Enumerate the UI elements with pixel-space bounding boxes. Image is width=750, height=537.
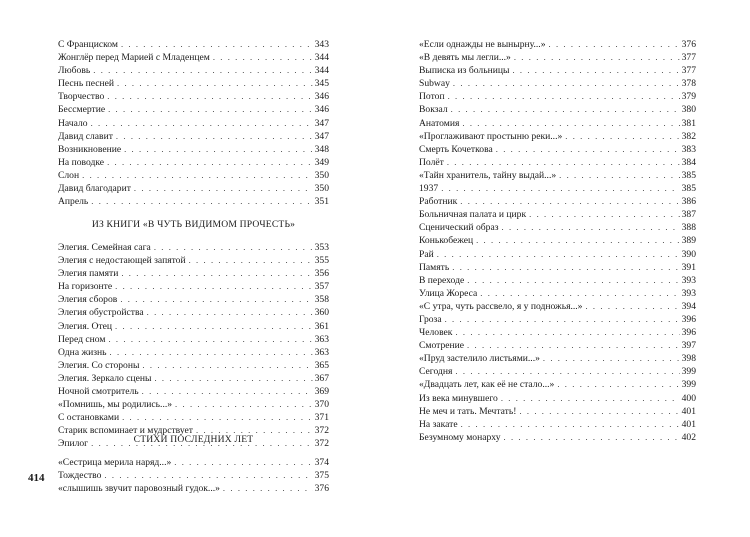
toc-entry-page: 377	[681, 52, 696, 64]
dot-leader	[122, 411, 313, 424]
toc-entry-page: 401	[681, 405, 696, 417]
toc-entry	[419, 169, 696, 182]
toc-entry-page: 376	[681, 39, 696, 50]
toc-entry-page: 351	[314, 196, 329, 208]
dot-leader	[120, 293, 312, 306]
toc-entry-title: Возникновение	[58, 143, 122, 155]
toc-entry-title: Старик вспоминает и мудрствует	[58, 425, 194, 437]
toc-entry	[419, 143, 696, 156]
toc-entry-page: 385	[681, 183, 696, 195]
toc-entry-page: 344	[314, 65, 329, 77]
toc-entry-page: 399	[681, 366, 696, 378]
dot-leader	[501, 392, 680, 405]
dot-leader	[455, 365, 679, 378]
toc-entry-page: 400	[681, 392, 696, 404]
dot-leader	[462, 117, 679, 130]
toc-entry-title: Творчество	[58, 91, 105, 103]
toc-left-section-2	[58, 218, 329, 451]
dot-leader	[104, 469, 312, 482]
dot-leader	[124, 143, 313, 156]
toc-entry	[419, 64, 696, 77]
dot-leader	[445, 313, 680, 326]
right-page	[375, 0, 750, 537]
toc-right-list	[419, 38, 696, 444]
toc-entry-title: На закате	[419, 418, 458, 430]
dot-leader	[451, 103, 680, 116]
dot-leader	[455, 326, 679, 339]
toc-entry-title: На поводке	[58, 156, 105, 168]
dot-leader	[514, 51, 680, 64]
toc-entry-title: Ночной смотритель	[58, 386, 139, 398]
toc-entry	[419, 117, 696, 130]
toc-entry-page: 402	[681, 431, 696, 443]
dot-leader	[91, 117, 313, 130]
toc-entry	[58, 103, 329, 116]
toc-entry-page: 380	[681, 104, 696, 116]
dot-leader	[142, 385, 313, 398]
toc-entry-page: 393	[681, 287, 696, 299]
dot-leader	[223, 482, 313, 495]
toc-entry-title: Начало	[58, 117, 88, 129]
toc-entry-page: 376	[314, 483, 329, 495]
toc-entry-title: «Помнишь, мы родились...»	[58, 399, 173, 411]
toc-entry-title: Сегодня	[419, 366, 453, 378]
toc-entry-title: Давид славит	[58, 130, 113, 142]
toc-entry-title: Элегия. Со стороны	[58, 359, 140, 371]
toc-entry-page: 348	[314, 143, 329, 155]
toc-entry-page: 365	[314, 359, 329, 371]
toc-entry-page: 367	[314, 372, 329, 384]
toc-entry-page: 389	[681, 235, 696, 247]
toc-entry-page: 345	[314, 78, 329, 90]
dot-leader	[134, 182, 313, 195]
toc-entry-page: 355	[314, 255, 329, 267]
toc-entry-page: 398	[681, 353, 696, 365]
toc-entry-title: С остановками	[58, 412, 120, 424]
toc-entry-title: Слон	[58, 169, 80, 181]
toc-entry-page: 363	[314, 333, 329, 345]
toc-entry	[58, 117, 329, 130]
toc-entry-page: 372	[314, 438, 329, 450]
toc-entry-title: Гроза	[419, 313, 442, 325]
toc-entry	[419, 38, 696, 51]
toc-entry	[58, 64, 329, 77]
dot-leader	[519, 405, 679, 418]
toc-entry	[419, 234, 696, 247]
toc-entry-page: 344	[314, 52, 329, 64]
toc-entry-title: Полёт	[419, 156, 444, 168]
toc-entry-page: 401	[681, 418, 696, 430]
toc-entry-page: 346	[314, 104, 329, 116]
toc-entry	[419, 300, 696, 313]
toc-entry	[58, 293, 329, 306]
toc-entry-title: Безумному монарху	[419, 431, 501, 443]
toc-entry-title: Анатомия	[419, 117, 460, 129]
toc-entry	[58, 195, 329, 208]
toc-entry	[419, 221, 696, 234]
dot-leader	[565, 130, 679, 143]
toc-entry-page: 349	[314, 156, 329, 168]
toc-entry-page: 356	[314, 268, 329, 280]
toc-entry-page: 360	[314, 307, 329, 319]
toc-entry-page: 397	[681, 340, 696, 352]
dot-leader	[121, 38, 313, 51]
toc-entry-page: 350	[314, 169, 329, 181]
dot-leader	[108, 103, 313, 116]
dot-leader	[504, 431, 680, 444]
dot-leader	[460, 195, 679, 208]
dot-leader	[107, 156, 313, 169]
toc-entry-title: «Пруд застелило листьями...»	[419, 353, 540, 365]
toc-entry	[419, 77, 696, 90]
toc-entry-page: 390	[681, 248, 696, 260]
toc-left-section-3	[58, 433, 329, 495]
toc-entry	[419, 431, 696, 444]
toc-left-group-3	[58, 456, 329, 495]
dot-leader	[543, 352, 680, 365]
dot-leader	[476, 234, 680, 247]
dot-leader	[447, 156, 680, 169]
toc-entry-title: Элегия обустройства	[58, 307, 144, 319]
dot-leader	[189, 254, 313, 267]
toc-entry	[419, 378, 696, 391]
page-number: 414	[28, 472, 45, 484]
toc-entry-page: 391	[681, 261, 696, 273]
toc-entry	[419, 51, 696, 64]
toc-entry-title: В переходе	[419, 274, 465, 286]
toc-entry-page: 353	[314, 242, 329, 253]
dot-leader	[213, 51, 313, 64]
dot-leader	[115, 320, 313, 333]
toc-entry-title: Давид благодарит	[58, 183, 131, 195]
toc-entry	[419, 248, 696, 261]
toc-left-group-1	[58, 38, 329, 208]
dot-leader	[91, 195, 312, 208]
dot-leader	[480, 287, 679, 300]
toc-entry-title: Бессмертие	[58, 104, 106, 116]
toc-entry-page: 393	[681, 274, 696, 286]
toc-entry-title: Больничная палата и цирк	[419, 209, 527, 221]
dot-leader	[107, 90, 312, 103]
toc-entry-title: Конькобежец	[419, 235, 474, 247]
toc-entry-title: Одна жизнь	[58, 346, 107, 358]
toc-entry-page: 383	[681, 143, 696, 155]
toc-entry-title: Рай	[419, 248, 434, 260]
dot-leader	[154, 241, 313, 254]
toc-entry	[58, 482, 329, 495]
dot-leader	[467, 274, 679, 287]
dot-leader	[175, 398, 313, 411]
toc-entry-page: 396	[681, 327, 696, 339]
toc-left-group-2	[58, 241, 329, 451]
toc-entry-title: Человек	[419, 327, 453, 339]
toc-entry-title: Выписка из больницы	[419, 65, 510, 77]
toc-entry-page: 357	[314, 281, 329, 293]
dot-leader	[448, 90, 680, 103]
toc-entry-title: 1937	[419, 183, 439, 195]
toc-entry-page: 388	[681, 222, 696, 234]
toc-entry-title: Subway	[419, 78, 450, 90]
toc-entry-title: Память	[419, 261, 450, 273]
toc-entry	[58, 169, 329, 182]
toc-entry	[419, 103, 696, 116]
dot-leader	[557, 378, 679, 391]
toc-entry	[419, 405, 696, 418]
dot-leader	[529, 208, 679, 221]
dot-leader	[441, 182, 679, 195]
dot-leader	[174, 456, 312, 469]
dot-leader	[108, 333, 312, 346]
toc-entry-page: 343	[314, 39, 329, 50]
toc-entry	[58, 456, 329, 469]
section-heading-book: ИЗ КНИГИ «В ЧУТЬ ВИДИМОМ ПРОЧЕСТЬ»	[91, 219, 296, 230]
toc-entry	[419, 195, 696, 208]
dot-leader	[115, 280, 312, 293]
dot-leader	[559, 169, 679, 182]
toc-entry-title: Тождество	[58, 470, 102, 482]
toc-entry	[58, 398, 329, 411]
dot-leader	[512, 64, 679, 77]
toc-entry-title: Сценический образ	[419, 222, 499, 234]
toc-entry	[58, 306, 329, 319]
toc-entry-page: 399	[681, 379, 696, 391]
dot-leader	[147, 306, 313, 319]
toc-entry-title: Вокзал	[419, 104, 448, 116]
toc-entry	[419, 130, 696, 143]
toc-entry-page: 346	[314, 91, 329, 103]
dot-leader	[502, 221, 680, 234]
toc-entry-page: 396	[681, 313, 696, 325]
toc-entry-page: 371	[314, 412, 329, 424]
toc-entry	[58, 130, 329, 143]
toc-entry	[58, 385, 329, 398]
toc-entry	[419, 326, 696, 339]
toc-entry-page: 347	[314, 117, 329, 129]
dot-leader	[496, 143, 680, 156]
toc-entry	[58, 90, 329, 103]
dot-leader	[461, 418, 680, 431]
toc-entry-title: Элегия. Зеркало сцены	[58, 372, 152, 384]
toc-entry-title: Смотрение	[419, 340, 465, 352]
toc-entry-title: Элегия памяти	[58, 268, 119, 280]
toc-entry-page: 381	[681, 117, 696, 129]
toc-entry	[58, 143, 329, 156]
toc-entry-title: «В девять мы легли...»	[419, 52, 511, 64]
toc-entry	[419, 261, 696, 274]
toc-entry	[58, 182, 329, 195]
toc-entry-title: Элегия сборов	[58, 294, 118, 306]
toc-entry	[58, 469, 329, 482]
toc-entry-page: 358	[314, 294, 329, 306]
toc-entry	[419, 352, 696, 365]
dot-leader	[453, 77, 680, 90]
toc-entry-page: 382	[681, 130, 696, 142]
dot-leader	[110, 346, 313, 359]
toc-entry-title: С Франциском	[58, 39, 118, 50]
toc-entry-title: Смерть Кочеткова	[419, 143, 493, 155]
toc-entry	[419, 418, 696, 431]
toc-entry-page: 387	[681, 209, 696, 221]
toc-entry	[58, 267, 329, 280]
dot-leader	[93, 64, 312, 77]
toc-entry	[58, 372, 329, 385]
toc-entry	[419, 313, 696, 326]
dot-leader	[121, 267, 312, 280]
toc-entry-page: 369	[314, 386, 329, 398]
toc-entry-title: Из века минувшего	[419, 392, 498, 404]
toc-entry	[58, 38, 329, 51]
toc-entry-page: 375	[314, 470, 329, 482]
toc-entry-page: 394	[681, 300, 696, 312]
toc-entry-title: «слышишь звучит паровозный гудок...»	[58, 483, 220, 495]
toc-entry	[58, 280, 329, 293]
dot-leader	[82, 169, 312, 182]
toc-entry-page: 347	[314, 130, 329, 142]
toc-entry-title: Песнь песней	[58, 78, 115, 90]
toc-entry-title: Улица Жореса	[419, 287, 478, 299]
toc-entry-title: Работник	[419, 196, 458, 208]
toc-entry	[419, 208, 696, 221]
toc-entry-page: 350	[314, 183, 329, 195]
dot-leader	[142, 359, 312, 372]
toc-entry	[419, 287, 696, 300]
toc-entry-title: Жонглёр перед Марией с Младенцем	[58, 52, 210, 64]
toc-entry	[58, 156, 329, 169]
toc-entry-title: Перед сном	[58, 333, 106, 345]
toc-entry-page: 386	[681, 196, 696, 208]
toc-entry-page: 377	[681, 65, 696, 77]
toc-entry	[419, 339, 696, 352]
toc-entry	[419, 365, 696, 378]
toc-entry	[58, 241, 329, 254]
dot-leader	[116, 130, 313, 143]
toc-entry-page: 379	[681, 91, 696, 103]
toc-entry-title: «Двадцать лет, как её не стало...»	[419, 379, 555, 391]
toc-entry	[58, 346, 329, 359]
toc-entry-title: «Сестрица мерила наряд...»	[58, 457, 172, 468]
toc-entry-title: «Если однажды не вынырну...»	[419, 39, 546, 50]
toc-entry-title: Элегия с недостающей запятой	[58, 255, 186, 267]
toc-entry-title: Любовь	[58, 65, 91, 77]
toc-entry-page: 385	[681, 169, 696, 181]
dot-leader	[585, 300, 679, 313]
toc-entry	[419, 182, 696, 195]
toc-entry-title: Элегия. Семейная сага	[58, 242, 151, 253]
toc-entry	[419, 274, 696, 287]
toc-entry-page: 361	[314, 320, 329, 332]
toc-entry-title: Потоп	[419, 91, 445, 103]
toc-entry	[58, 254, 329, 267]
toc-entry-title: Апрель	[58, 196, 89, 208]
toc-entry-title: «С утра, чуть рассвело, я у подножья...»	[419, 300, 583, 312]
toc-entry-title: Элегия. Отец	[58, 320, 113, 332]
toc-entry	[58, 320, 329, 333]
dot-leader	[452, 261, 679, 274]
toc-entry-page: 363	[314, 346, 329, 358]
toc-entry-page: 372	[314, 425, 329, 437]
toc-entry-title: Не меч и тать. Мечтать!	[419, 405, 517, 417]
toc-entry	[419, 156, 696, 169]
toc-entry	[58, 51, 329, 64]
toc-entry	[58, 411, 329, 424]
toc-entry-title: «Тайн хранитель, тайну выдай...»	[419, 169, 557, 181]
toc-entry-page: 378	[681, 78, 696, 90]
dot-leader	[437, 248, 680, 261]
toc-entry-page: 384	[681, 156, 696, 168]
toc-entry	[58, 359, 329, 372]
toc-entry-title: «Проглаживают простыню реки...»	[419, 130, 563, 142]
toc-entry	[58, 77, 329, 90]
dot-leader	[117, 77, 313, 90]
toc-entry-page: 370	[314, 399, 329, 411]
toc-entry-title: На горизонте	[58, 281, 113, 293]
dot-leader	[467, 339, 680, 352]
toc-entry-page: 374	[314, 457, 329, 468]
section-heading-late-poems: СТИХИ ПОСЛЕДНИХ ЛЕТ	[133, 434, 254, 445]
toc-entry	[58, 333, 329, 346]
toc-entry	[419, 392, 696, 405]
toc-entry	[419, 90, 696, 103]
toc-entry-title: Эпилог	[58, 438, 89, 450]
dot-leader	[549, 38, 680, 51]
dot-leader	[154, 372, 312, 385]
